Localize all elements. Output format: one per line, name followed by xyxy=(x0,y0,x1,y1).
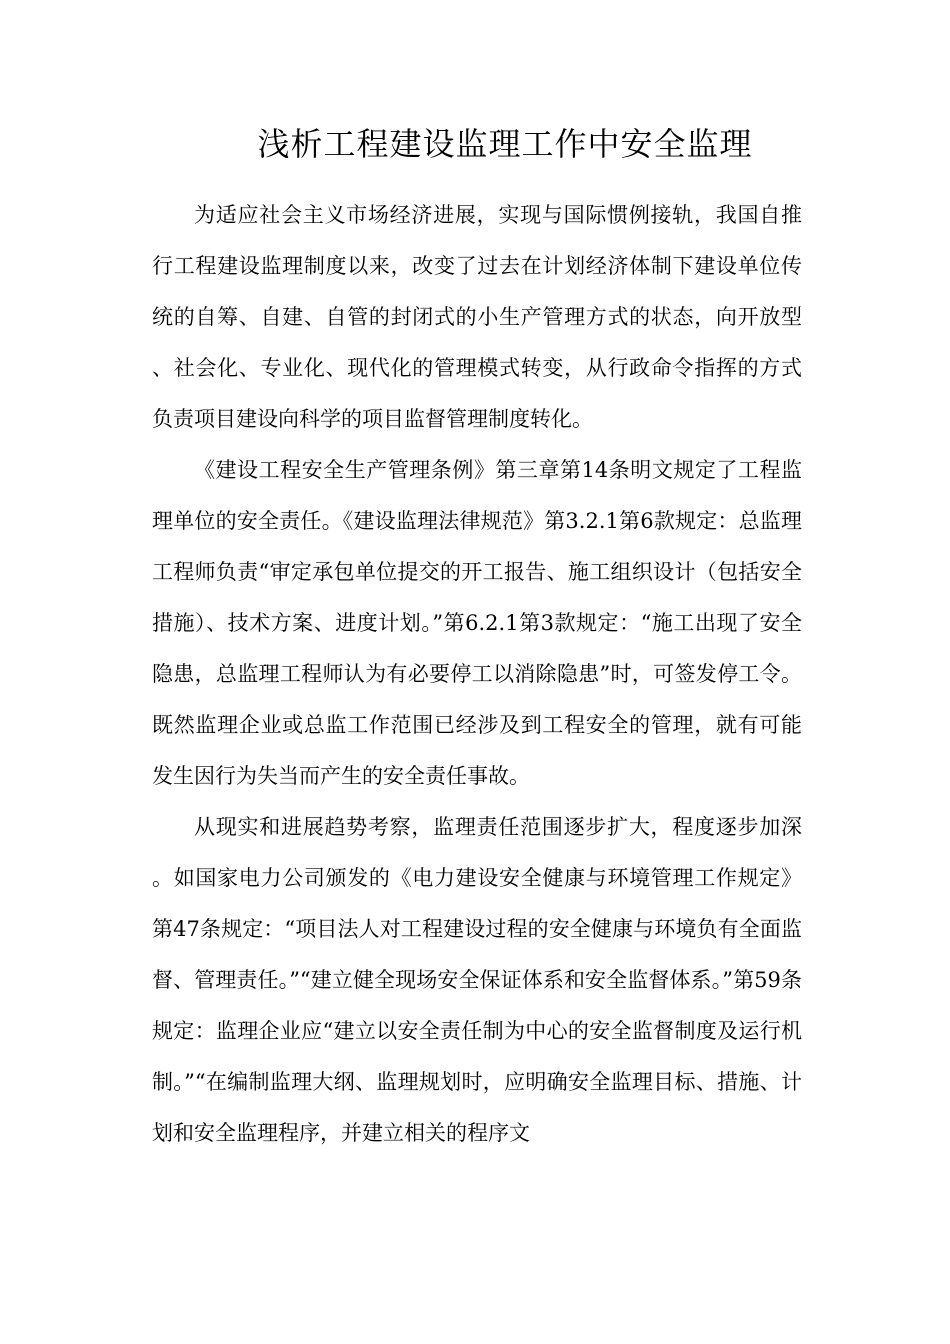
paragraph-1: 为适应社会主义市场经济进展，实现与国际惯例接轨，我国自推行工程建设监理制度以来，改变了过去在计划经济体制下建设单位传统的自筹、自建、自管的封闭式的小生产管理方式的状态，向开放型、社会化、专业化、现代化的管理模式转变，从行政命令指挥的方式负责项目建设向科学的项目监督管理制度转化。 xyxy=(152,203,802,431)
paragraph-2: 《建设工程安全生产管理条例》第三章第14条明文规定了工程监理单位的安全责任。《建设监理法律规范》第3.2.1第6款规定：总监理工程师负责“审定承包单位提交的开工报告、施工组织设计（包括安全措施）、技术方案、进度计划。”第6.2.1第3款规定：“施工出现了安全隐患，总监理工程师认为有必要停工以消除隐患”时，可签发停工令。既然监理企业或总监工作范围已经涉及到工程安全的管理，就有可能发生因行为失当而产生的安全责任事故。 xyxy=(152,458,802,788)
document-title: 浅析工程建设监理工作中安全监理 xyxy=(257,125,753,163)
paragraph-3: 从现实和进展趋势考察，监理责任范围逐步扩大，程度逐步加深。如国家电力公司颁发的《电力建设安全健康与环境管理工作规定》第47条规定：“项目法人对工程建设过程的安全健康与环境负有全面监督、管理责任。”“建立健全现场安全保证体系和安全监督体系。”第59条规定：监理企业应“建立以安全责任制为中心的安全监督制度及运行机制。”“在编制监理大纲、监理规划时，应明确安全监理目标、措施、计划和安全监理程序，并建立相关的程序文 xyxy=(152,815,802,1145)
document-body xyxy=(152,190,802,1159)
